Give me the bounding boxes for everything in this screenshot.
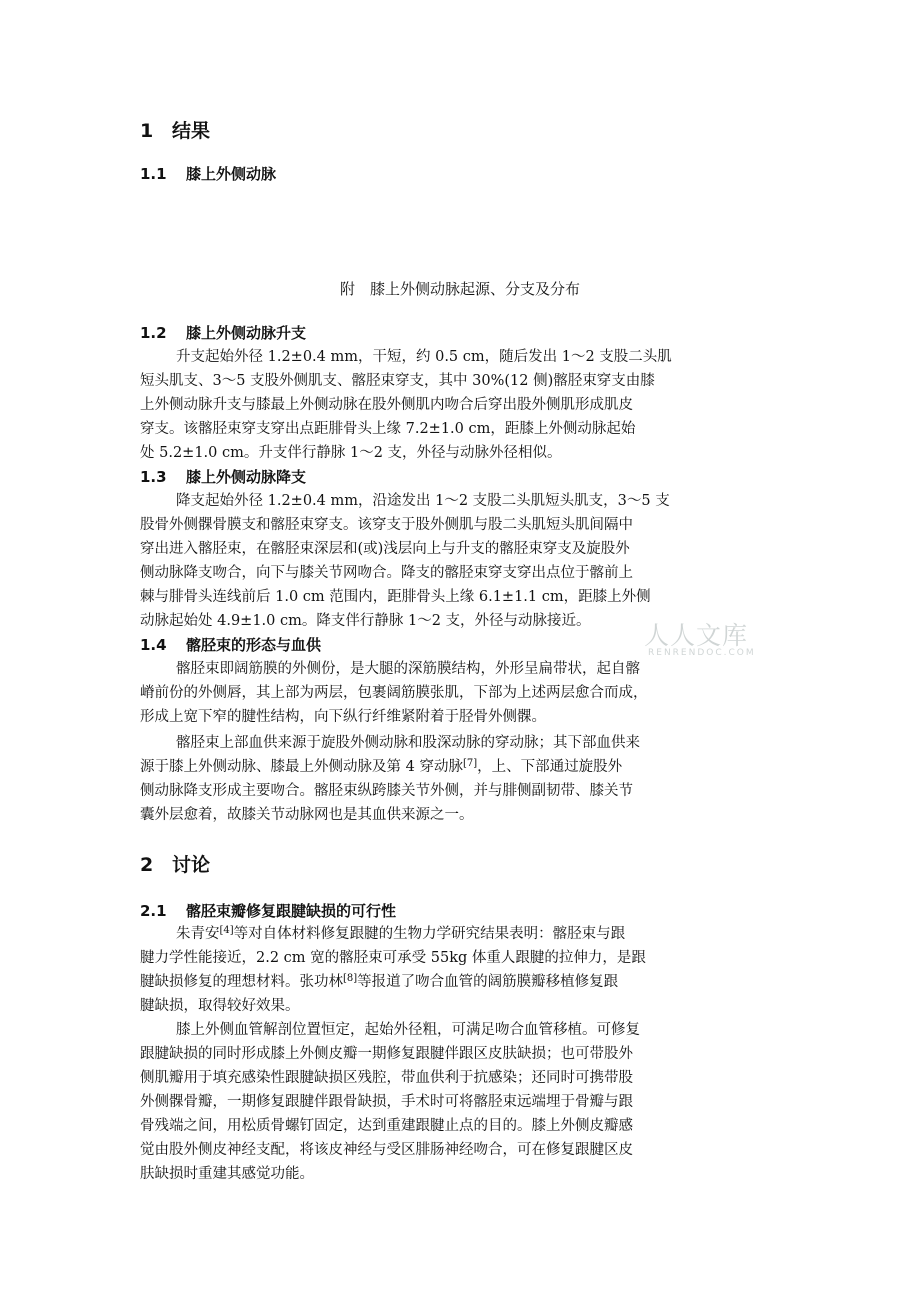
text-line — [140, 922, 780, 946]
text-line: 髂胫束上部血供来源于旋股外侧动脉和股深动脉的穿动脉；其下部血供来 — [176, 735, 640, 751]
subsection-number: 1.3 — [140, 468, 167, 486]
text-line: 嵴前份的外侧唇，其上部为两层，包裹阔筋膜张肌，下部为上述两层愈合而成， — [140, 685, 648, 701]
text-line: 侧动脉降支形成主要吻合。髂胫束纵跨膝关节外侧，并与腓侧副韧带、膝关节 — [140, 783, 633, 799]
text-fragment: ，上、下部通过旋股外 — [477, 759, 623, 775]
section-title: 结果 — [172, 120, 211, 142]
paragraph-feasibility — [140, 922, 780, 1018]
subsection-title: 髂胫束的形态与血供 — [186, 636, 322, 654]
text-line: 降支起始外径 1.2±0.4 mm，沿途发出 1～2 支股二头肌短头肌支，3～5 支 — [176, 493, 670, 509]
text-fragment: 源于膝上外侧动脉、膝最上外侧动脉及第 4 穿动脉 — [140, 759, 463, 775]
text-line: 膝上外侧血管解剖位置恒定，起始外径粗，可满足吻合血管移植。可修复 — [176, 1022, 640, 1038]
subsection-title: 膝上外侧动脉降支 — [186, 468, 307, 486]
text-line: 肤缺损时重建其感觉功能。 — [140, 1166, 314, 1182]
text-line: 觉由股外侧皮神经支配，将该皮神经与受区腓肠神经吻合，可在修复跟腱区皮 — [140, 1142, 633, 1158]
text-line: 腱缺损，取得较好效果。 — [140, 998, 300, 1014]
text-fragment: 腱缺损修复的理想材料。张功林 — [140, 974, 343, 990]
text-line: 外侧髁骨瓣，一期修复跟腱伴跟骨缺损，手术时可将髂胫束远端埋于骨瓣与跟 — [140, 1094, 633, 1110]
subsection-number: 2.1 — [140, 902, 167, 920]
text-line: 形成上宽下窄的腱性结构，向下纵行纤维紧附着于胫骨外侧髁。 — [140, 709, 546, 725]
paragraph-blood-supply — [140, 731, 780, 827]
text-line: 升支起始外径 1.2±0.4 mm，干短，约 0.5 cm，随后发出 1～2 支股二头肌 — [176, 349, 672, 365]
subsection-title: 膝上外侧动脉升支 — [186, 324, 307, 342]
paragraph-clinical-application — [140, 1018, 780, 1186]
text-fragment: 等报道了吻合血管的阔筋膜瓣移植修复跟 — [357, 974, 619, 990]
subsection-number: 1.1 — [140, 165, 167, 183]
text-line: 动脉起始处 4.9±1.0 cm。降支伴行静脉 1～2 支，外径与动脉接近。 — [140, 613, 591, 629]
text-line: 骨残端之间，用松质骨螺钉固定，达到重建跟腱止点的目的。膝上外侧皮瓣感 — [140, 1118, 633, 1134]
text-line: 棘与腓骨头连线前后 1.0 cm 范围内，距腓骨头上缘 6.1±1.1 cm，距膝上外侧 — [140, 589, 651, 605]
text-line: 囊外层愈着，故膝关节动脉网也是其血供来源之一。 — [140, 807, 474, 823]
text-line — [140, 755, 780, 779]
subsection-title: 髂胫束瓣修复跟腱缺损的可行性 — [186, 902, 397, 920]
text-line: 上外侧动脉升支与膝最上外侧动脉在股外侧肌内吻合后穿出股外侧肌形成肌皮 — [140, 397, 633, 413]
citation-ref: [7] — [462, 758, 478, 769]
section-title: 讨论 — [172, 854, 211, 876]
section-number: 2 — [140, 854, 154, 876]
text-line: 股骨外侧髁骨膜支和髂胫束穿支。该穿支于股外侧肌与股二头肌短头肌间隔中 — [140, 517, 633, 533]
watermark-text: 人人文库 — [644, 621, 749, 650]
paragraph-ascending-branch — [140, 345, 780, 465]
subsection-heading-2-1 — [140, 900, 396, 921]
text-line — [140, 970, 780, 994]
text-line: 侧肌瓣用于填充感染性跟腱缺损区残腔，带血供利于抗感染；还同时可携带股 — [140, 1070, 633, 1086]
paragraph-morphology — [140, 657, 780, 729]
text-fragment: 朱青安 — [176, 926, 220, 942]
text-line: 处 5.2±1.0 cm。升支伴行静脉 1～2 支，外径与动脉外径相似。 — [140, 445, 562, 461]
subsection-heading-1-3 — [140, 466, 306, 487]
figure-caption: 附 膝上外侧动脉起源、分支及分布 — [339, 280, 580, 298]
text-line: 腱力学性能接近，2.2 cm 宽的髂胫束可承受 55kg 体重人跟腱的拉伸力，是跟 — [140, 950, 646, 966]
subsection-heading-1-2 — [140, 322, 306, 343]
citation-ref: [4] — [219, 925, 234, 936]
section-heading-results — [140, 116, 210, 143]
subsection-title: 膝上外侧动脉 — [186, 165, 277, 183]
subsection-heading-1-4 — [140, 634, 321, 655]
text-line: 跟腱缺损的同时形成膝上外侧皮瓣一期修复跟腱伴跟区皮肤缺损；也可带股外 — [140, 1046, 633, 1062]
subsection-heading-1-1 — [140, 163, 276, 184]
citation-ref: [8] — [343, 973, 358, 984]
text-line: 穿出进入髂胫束，在髂胫束深层和(或)浅层向上与升支的髂胫束穿支及旋股外 — [140, 541, 630, 557]
text-line: 短头肌支、3～5 支股外侧肌支、髂胫束穿支，其中 30%(12 侧)髂胫束穿支由膝 — [140, 373, 655, 389]
text-line: 穿支。该髂胫束穿支穿出点距腓骨头上缘 7.2±1.0 cm，距膝上外侧动脉起始 — [140, 421, 636, 437]
section-heading-discussion — [140, 850, 210, 877]
section-number: 1 — [140, 120, 154, 142]
text-line: 侧动脉降支吻合，向下与膝关节网吻合。降支的髂胫束穿支穿出点位于髂前上 — [140, 565, 633, 581]
text-line: 髂胫束即阔筋膜的外侧份，是大腿的深筋膜结构，外形呈扁带状，起自髂 — [176, 661, 640, 677]
paragraph-descending-branch — [140, 489, 780, 633]
subsection-number: 1.2 — [140, 324, 167, 342]
text-fragment: 等对自体材料修复跟腱的生物力学研究结果表明：髂胫束与跟 — [233, 926, 626, 942]
watermark-subtext: RENRENDOC.COM — [648, 648, 756, 658]
subsection-number: 1.4 — [140, 636, 167, 654]
